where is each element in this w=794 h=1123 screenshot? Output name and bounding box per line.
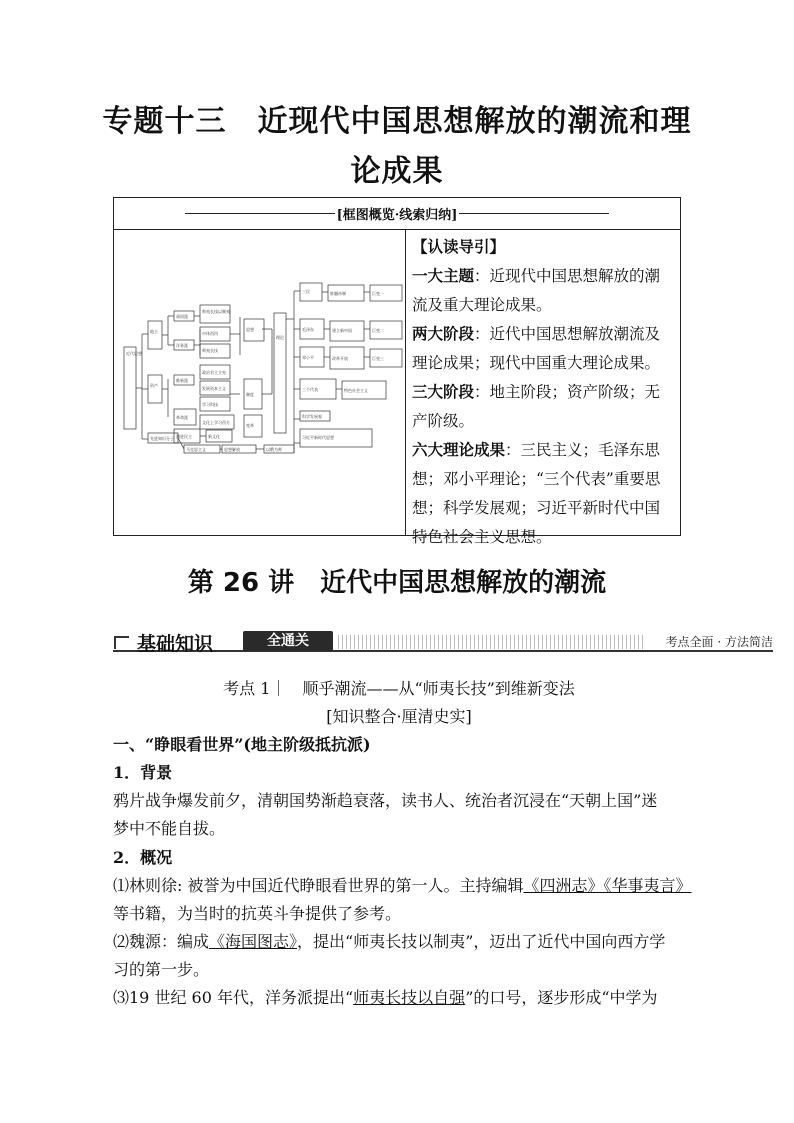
guide-item: 两大阶段：近代中国思想解放潮流及理论成果；现代中国重大理论成果。: [412, 325, 661, 372]
section-heading: 一、“睁眼看世界”(地主阶级抵抗派): [113, 735, 371, 754]
svg-text:顽固派: 顽固派: [176, 314, 188, 319]
guide-item: 一大主题：近现代中国思想解放的潮流及重大理论成果。: [412, 267, 661, 314]
paragraph-2-cont: 习的第一步。: [113, 960, 210, 979]
background-line-2: 梦中不能自拔。: [113, 819, 226, 838]
frame-header-text: [框图概览·线索归纳]: [336, 208, 458, 223]
svg-text:巨变二: 巨变二: [372, 328, 384, 333]
background-line-1: 鸦片战争爆发前夕，清朝国势渐趋衰落，读书人、统治者沉浸在“天朝上国”迷: [113, 791, 658, 810]
svg-text:新文化: 新文化: [208, 434, 220, 439]
svg-text:激进民主: 激进民主: [176, 434, 192, 439]
guide-heading: 【认读导引】: [412, 238, 506, 256]
svg-text:中体西用: 中体西用: [202, 331, 218, 336]
svg-text:建立新中国: 建立新中国: [332, 328, 352, 333]
paragraph-2: ⑵魏源：编成《海国图志》，提出“师夷长技以制夷”，迈出了近代中国向西方学: [113, 932, 666, 951]
banner-tag: 全通关: [243, 631, 333, 651]
svg-text:毛泽东: 毛泽东: [302, 327, 314, 332]
paragraph-3: ⑶19 世纪 60 年代，洋务派提出“师夷长技以自强”的口号，逐步形成“中学为: [113, 988, 658, 1007]
svg-text:马克思主义: 马克思主义: [186, 447, 206, 452]
svg-text:三民: 三民: [302, 289, 310, 294]
svg-text:推翻帝制: 推翻帝制: [330, 291, 346, 296]
svg-text:改革开放: 改革开放: [332, 356, 348, 361]
svg-text:变革: 变革: [246, 423, 254, 428]
svg-text:特色社会主义: 特色社会主义: [344, 388, 368, 393]
paragraph-1: ⑴林则徐: 被誉为中国近代睁眼看世界的第一人。主持编辑《四洲志》《华事夷言》: [113, 876, 692, 895]
svg-text:理论: 理论: [276, 335, 284, 340]
corner-mark-icon: [113, 631, 133, 651]
overview-frame: [113, 197, 681, 546]
svg-text:科学发展观: 科学发展观: [302, 414, 322, 419]
lecture-title: 第 26 讲 近代中国思想解放的潮流: [187, 568, 607, 598]
topic-title-line2: 论成果: [350, 154, 444, 189]
paragraph-1-cont: 等书籍，为当时的抗英斗争提供了参考。: [113, 904, 402, 923]
kaodian-heading: 考点 1｜ 顺乎潮流——从“师夷长技”到维新变法: [223, 679, 575, 698]
background-title: 1．背景: [113, 763, 173, 782]
svg-text:习近平新时代思想: 习近平新时代思想: [302, 435, 334, 440]
svg-text:政治君主立宪: 政治君主立宪: [202, 370, 226, 375]
svg-text:洋务派: 洋务派: [176, 343, 188, 348]
svg-text:邓小平: 邓小平: [302, 355, 314, 360]
reading-guide: [406, 229, 680, 546]
guide-item: 六大理论成果：三民主义；毛泽东思想；邓小平理论；“三个代表”重要思想；科学发展观；习近平新时代中国特色社会主义思想。: [412, 441, 661, 546]
svg-text:先进知识分子: 先进知识分子: [150, 436, 174, 441]
svg-text:制度: 制度: [246, 392, 254, 397]
svg-text:以俄为师: 以俄为师: [266, 447, 282, 452]
svg-text:革命派: 革命派: [176, 415, 188, 420]
diagram-root: 近代思想: [126, 351, 142, 356]
topic-title-line1: 专题十三 近现代中国思想解放的潮流和理: [102, 104, 692, 139]
svg-text:巨变一: 巨变一: [372, 291, 384, 296]
svg-text:学习科技: 学习科技: [202, 402, 218, 407]
banner-right-text: 考点全面 · 方法简洁: [665, 635, 773, 649]
svg-text:维新派: 维新派: [176, 378, 188, 383]
svg-text:师夷长技以制夷: 师夷长技以制夷: [202, 309, 230, 314]
kaodian-sub: [知识整合·厘清史实]: [326, 707, 472, 726]
guide-item: 三大阶段：地主阶段；资产阶级；无产阶级。: [412, 383, 661, 430]
banner-label: 基础知识: [137, 633, 214, 655]
svg-text:资产: 资产: [150, 383, 158, 388]
svg-text:思想: 思想: [246, 327, 254, 332]
framework-diagram: [114, 229, 406, 535]
overview-title: 2．概况: [113, 848, 173, 867]
svg-text:巨变三: 巨变三: [372, 356, 384, 361]
svg-text:三个代表: 三个代表: [302, 387, 318, 392]
svg-text:思想解放: 思想解放: [224, 447, 240, 452]
svg-text:文化上学习西方: 文化上学习西方: [202, 420, 230, 425]
section-banner: [113, 629, 773, 655]
frame-header: [114, 198, 680, 230]
svg-text:师夷长技: 师夷长技: [202, 348, 218, 353]
svg-text:地主: 地主: [150, 329, 158, 334]
svg-text:发展资本主义: 发展资本主义: [202, 386, 226, 391]
